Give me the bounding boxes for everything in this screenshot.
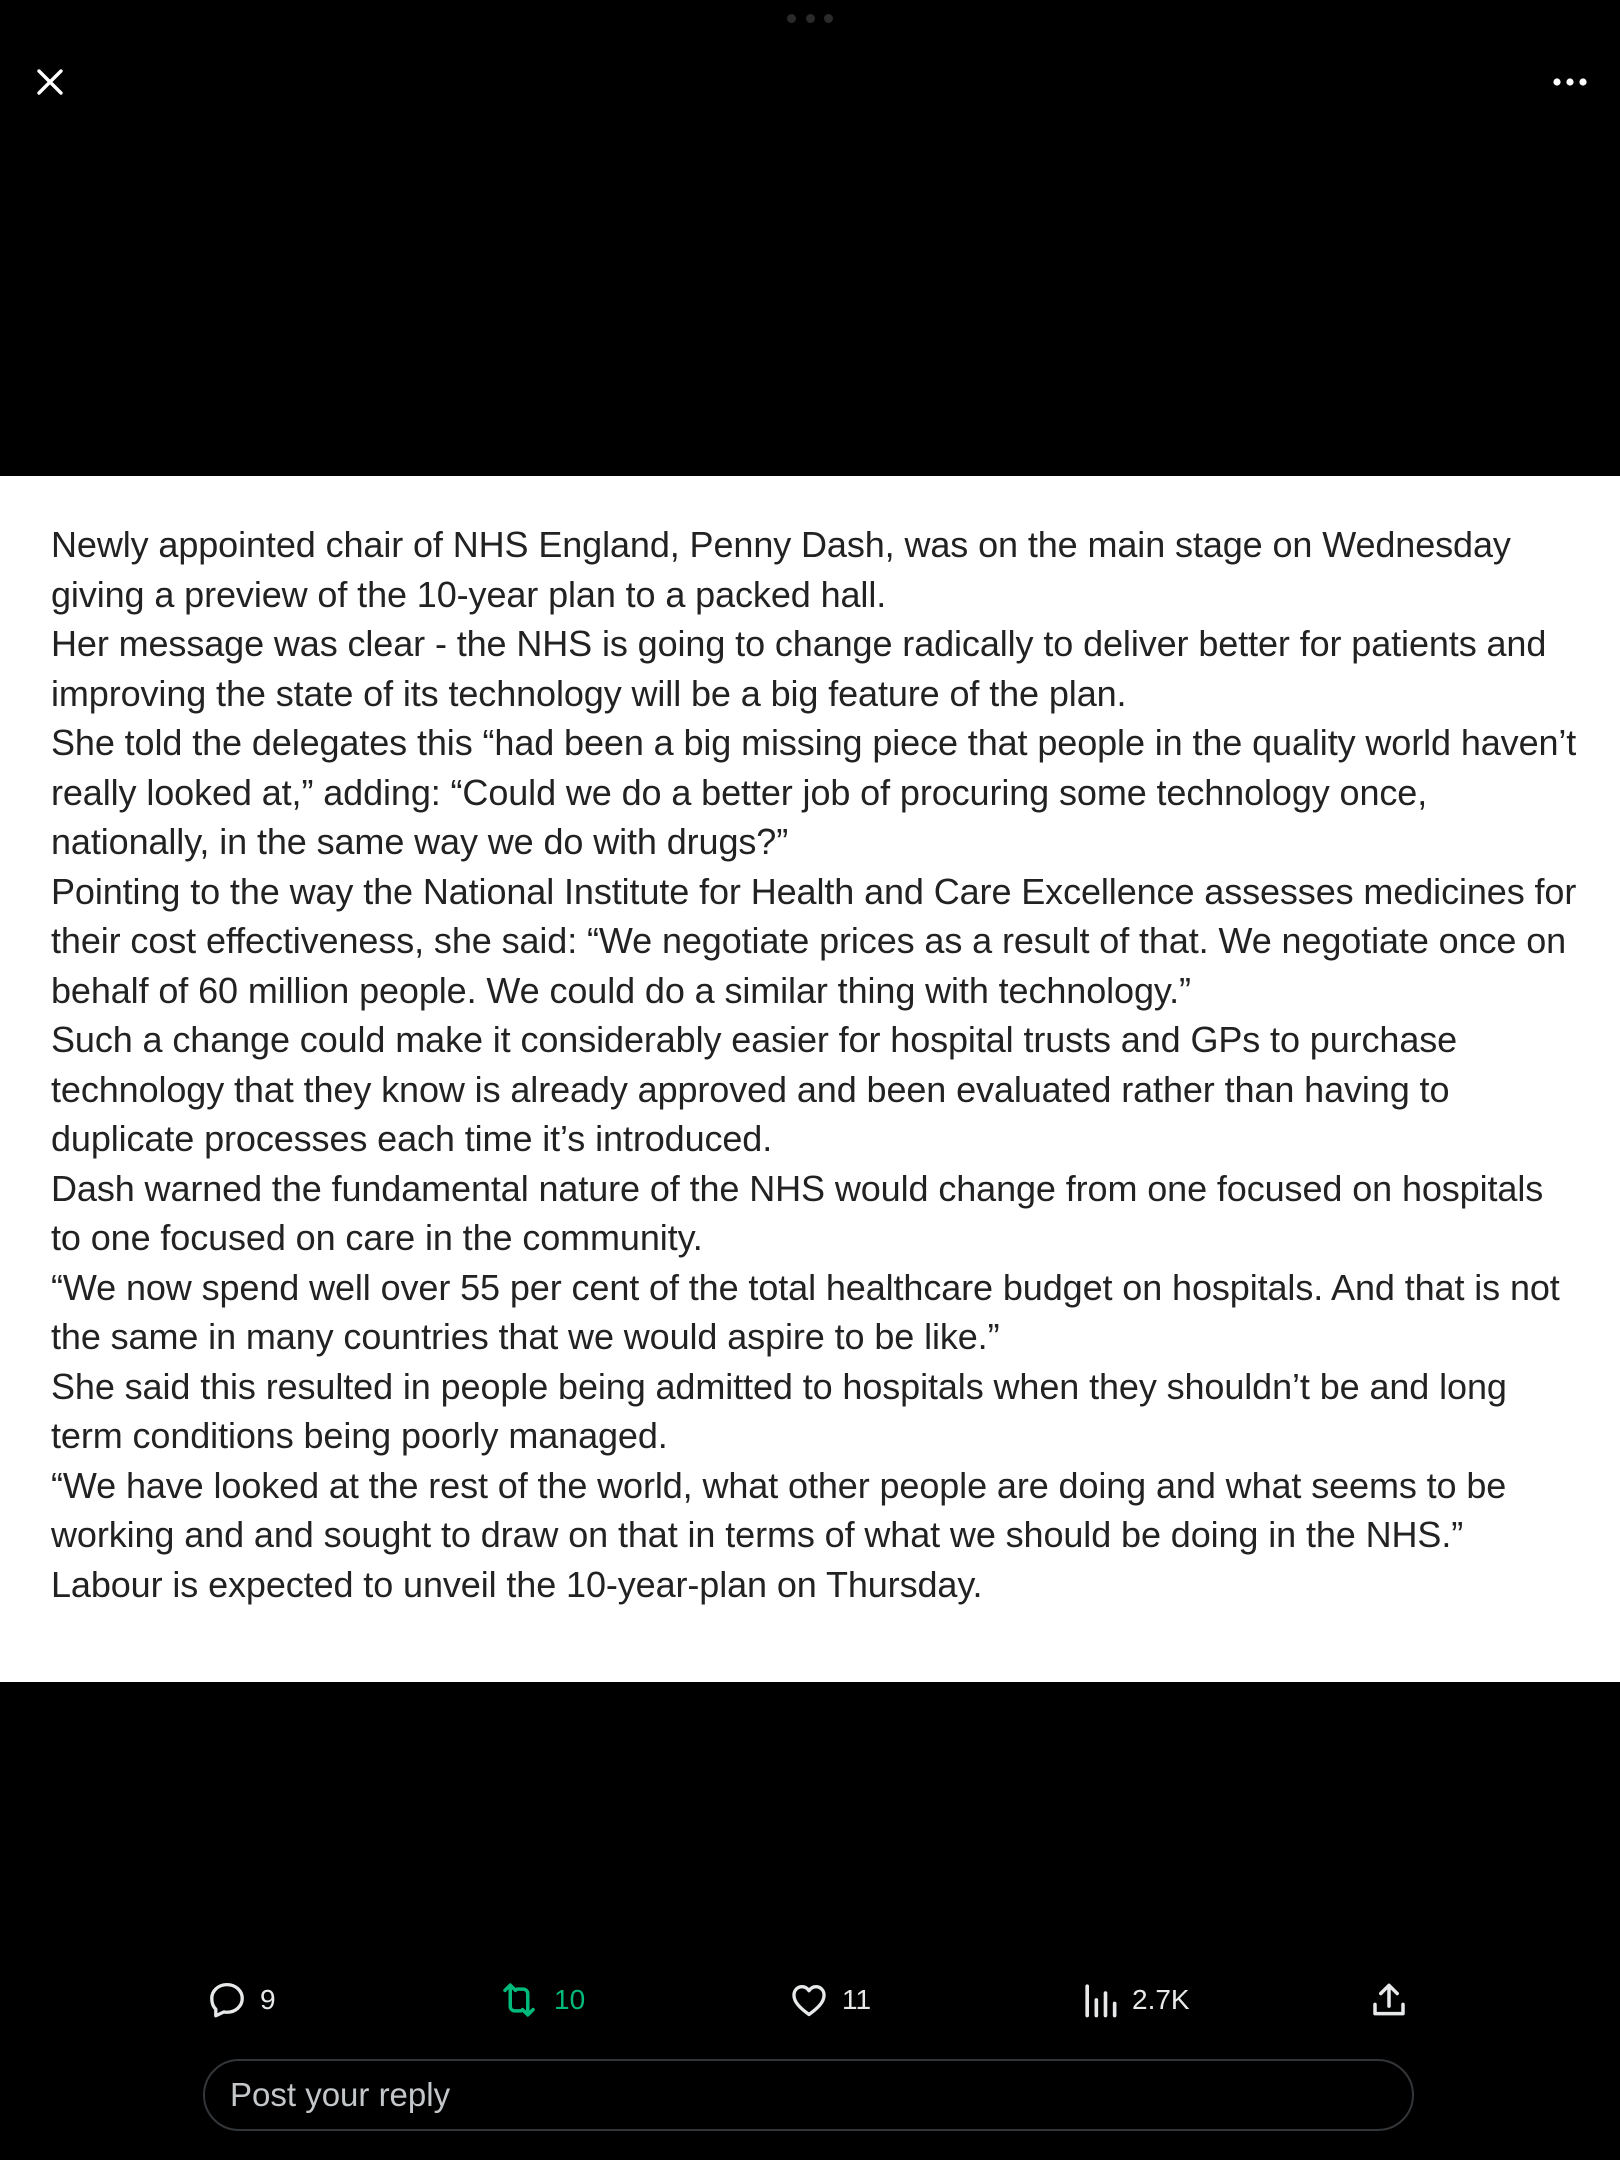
drag-handle[interactable] (787, 14, 833, 24)
more-options-button[interactable] (1548, 60, 1592, 104)
article-paragraph: Pointing to the way the National Institute for Health and Care Excellence assesses medicines for their cost effectiveness, she said: “We negotiate prices as a result of that. We negotiate once on behalf of 60 million people. We could do a similar thing with technology.” (51, 870, 1577, 1011)
article-paragraph: “We have looked at the rest of the world, what other people are doing and what seems to be working and and sought to draw on that in terms of what we should be doing in the NHS.” (51, 1464, 1507, 1555)
repost-count: 10 (554, 1984, 586, 2015)
reply-button[interactable] (206, 1972, 276, 2028)
repost-button[interactable] (496, 1972, 585, 2028)
article-paragraph: Such a change could make it considerably easier for hospital trusts and GPs to purchase technology that they know is already approved and been evaluated rather than having to duplicate processes each time it’s introduced. (51, 1019, 1458, 1159)
drag-dot (824, 14, 833, 23)
close-icon (35, 67, 65, 97)
drag-dot (787, 14, 796, 23)
reply-bubble-icon (206, 1979, 248, 2021)
article-paragraph: Newly appointed chair of NHS England, Penny Dash, was on the main stage on Wednesday giving a preview of the 10-year plan to a packed hall. (51, 524, 1511, 615)
heart-icon (788, 1979, 830, 2021)
like-button[interactable] (788, 1972, 871, 2028)
share-upload-icon (1368, 1979, 1410, 2021)
drag-dot (806, 14, 815, 23)
more-horizontal-icon (1553, 77, 1587, 87)
views-count: 2.7K (1132, 1984, 1190, 2015)
article-paragraph: She said this resulted in people being admitted to hospitals when they shouldn’t be and long term conditions being poorly managed. (51, 1365, 1507, 1456)
media-image[interactable] (0, 476, 1620, 1682)
article-paragraph: Her message was clear - the NHS is going to change radically to deliver better for patients and improving the state of its technology will be a big feature of the plan. (51, 623, 1547, 714)
article-paragraph: Labour is expected to unveil the 10-year-plan on Thursday. (51, 1563, 983, 1605)
article-paragraph: “We now spend well over 55 per cent of the total healthcare budget on hospitals. And that is not the same in many countries that we would aspire to be like.” (51, 1266, 1560, 1357)
post-action-bar (0, 1972, 1620, 2028)
repost-icon (496, 1979, 542, 2021)
article-paragraph: Dash warned the fundamental nature of the NHS would change from one focused on hospitals to one focused on care in the community. (51, 1167, 1544, 1258)
article-paragraph: She told the delegates this “had been a big missing piece that people in the quality world haven’t really looked at,” adding: “Could we do a better job of procuring some technology once, nationally, in the same way we do with drugs?” (51, 722, 1577, 862)
article-text (51, 520, 1580, 1609)
views-bar-chart-icon (1082, 1979, 1120, 2021)
reply-count: 9 (260, 1984, 276, 2015)
share-button[interactable] (1368, 1972, 1410, 2028)
reply-input[interactable] (228, 2075, 1412, 2115)
reply-composer[interactable] (203, 2059, 1414, 2131)
close-button[interactable] (28, 60, 72, 104)
like-count: 11 (842, 1984, 872, 2015)
views-button[interactable] (1082, 1972, 1190, 2028)
